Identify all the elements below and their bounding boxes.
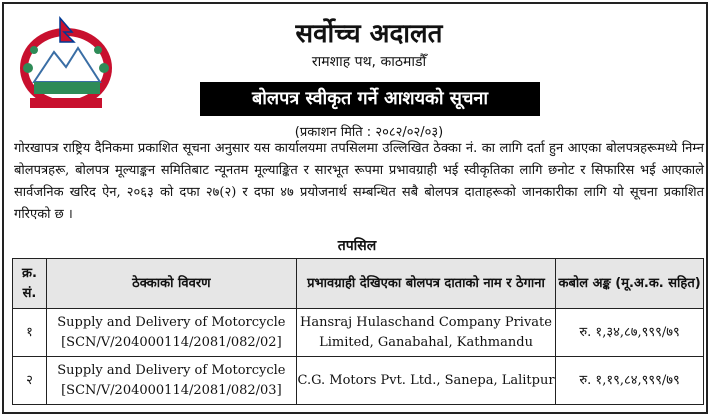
row-sn: २ [13, 357, 47, 405]
table-row [13, 357, 704, 405]
column-header-bidder: प्रभावग्राही देखिएका बोलपत्र दाताको नाम र ठेगाना [296, 259, 555, 309]
schedule-heading: तपसिल [337, 238, 377, 254]
row-sn: १ [13, 309, 47, 357]
nepal-emblem-icon [14, 12, 118, 112]
table-row [13, 309, 704, 357]
column-header-amount: कबोल अङ्क (मू.अ.क. सहित) [556, 259, 704, 309]
row-amount: रु. १,१९,८४,९९९/७९ [556, 357, 704, 405]
notice-paragraph: गोरखापत्र राष्ट्रिय दैनिकमा प्रकाशित सूचना अनुसार यस कार्यालयमा तपसिलमा उल्लिखित ठेक्का नं. का लागि दर्ता हुन आएका बोलपत्रहरूमध्ये निम्न बोलपत्रहरू, बोलपत्र मूल्याङ्कन समितिबाट न्यूनतम मूल्याङ्कित र सारभूत रूपमा प्रभावग्राही भई स्वीकृतिका लागि छनोट र सिफारिस भई आएकाले सार्वजनिक खरिद ऐन, २०६३ को दफा २७(२) र दफा ४७ प्रयोजनार्थ सम्बन्धित सबै बोलपत्र दाताहरूको जानकारीका लागि यो सूचना प्रकाशित गरिएको छ । [14, 141, 704, 222]
row-description: Supply and Delivery of Motorcycle [SCN/V/204000114/2081/082/02] [46, 309, 296, 357]
column-header-description: ठेक्काको विवरण [46, 259, 296, 309]
contracts-table [12, 258, 704, 405]
court-address: रामशाह पथ, काठमाडौँ [311, 54, 427, 70]
column-header-sn: क्र. सं. [13, 259, 47, 309]
table-header-row [13, 259, 704, 309]
row-bidder: Hansraj Hulaschand Company Private Limited, Ganabahal, Kathmandu [296, 309, 555, 357]
row-amount: रु. १,३४,८७,९९९/७९ [556, 309, 704, 357]
publication-date: (प्रकाशन मिति : २०८२/०२/०३) [294, 125, 444, 140]
notice-title: बोलपत्र स्वीकृत गर्ने आशयको सूचना [200, 82, 540, 116]
row-description: Supply and Delivery of Motorcycle [SCN/V/204000114/2081/082/03] [46, 357, 296, 405]
court-name: सर्वोच्च अदालत [295, 19, 443, 49]
row-bidder: C.G. Motors Pvt. Ltd., Sanepa, Lalitpur [296, 357, 555, 405]
notice-frame [2, 2, 708, 414]
